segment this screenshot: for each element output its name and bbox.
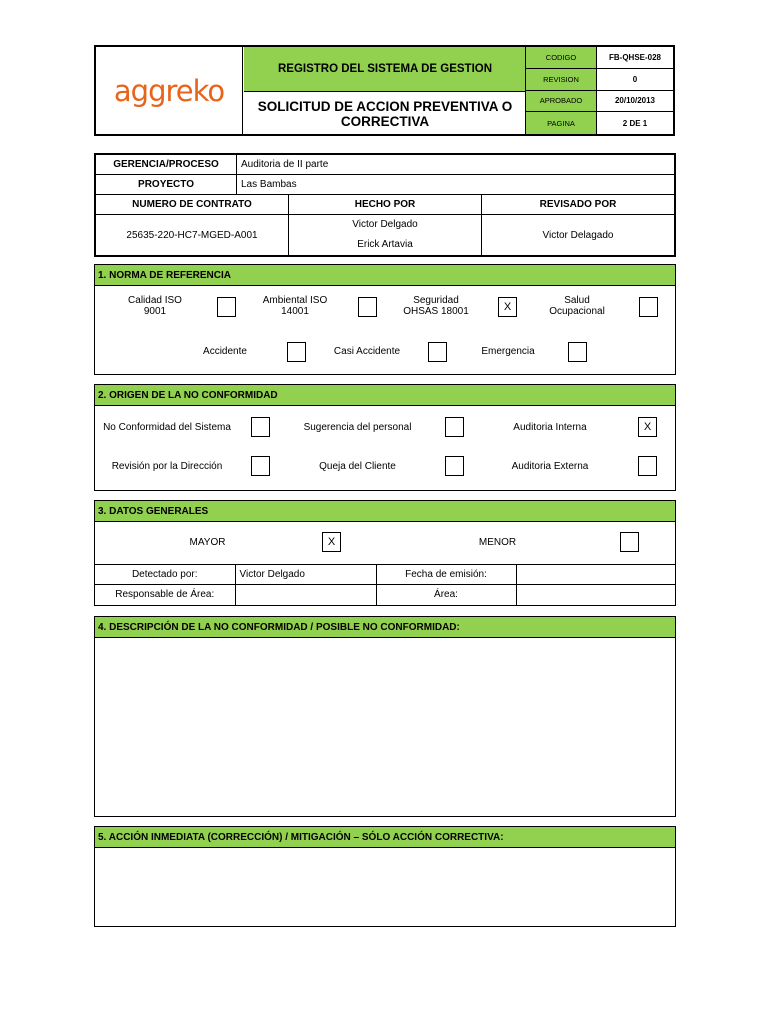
seguridad-line1: Seguridad: [413, 295, 459, 306]
info-table: [94, 153, 676, 257]
code-grid: [525, 47, 673, 134]
hecho-label: HECHO POR: [289, 195, 482, 215]
responsable-label: Responsable de Área:: [95, 585, 235, 605]
section-descripcion: [94, 616, 676, 817]
calidad-checkbox[interactable]: [217, 297, 236, 317]
responsable-value[interactable]: [235, 585, 376, 605]
revision-row: [526, 69, 673, 91]
code-value: FB-QHSE-028: [608, 52, 661, 62]
logo-cell: [96, 47, 243, 134]
calidad-label: [115, 295, 195, 317]
hecho-value-2: Erick Artavia: [357, 239, 413, 250]
code-row: [526, 47, 673, 69]
section-5-title: 5. ACCIÓN INMEDIATA (CORRECCIÓN) / MITIGACIÓN – SÓLO ACCIÓN CORRECTIVA:: [95, 827, 675, 848]
revision-label: REVISION: [526, 69, 597, 90]
hecho-value-1: Victor Delgado: [352, 219, 418, 230]
queja-label: Queja del Cliente: [319, 461, 396, 472]
ambiental-label: [255, 295, 335, 317]
section-norma: [94, 264, 676, 375]
casi-accidente-checkbox[interactable]: [428, 342, 447, 362]
section-2-title: 2. ORIGEN DE LA NO CONFORMIDAD: [95, 385, 675, 406]
detectado-label: Detectado por:: [95, 565, 235, 585]
menor-label: MENOR: [478, 537, 517, 548]
hecho-value[interactable]: [289, 215, 482, 256]
salud-line2: Ocupacional: [549, 306, 605, 317]
menor-checkbox[interactable]: [620, 532, 639, 552]
detectado-value[interactable]: Victor Delgado: [235, 565, 376, 585]
section-origen: [94, 384, 676, 491]
section-1-title: 1. NORMA DE REFERENCIA: [95, 265, 675, 286]
aud-externa-label: Auditoria Externa: [511, 461, 589, 472]
descripcion-textarea[interactable]: [95, 638, 675, 816]
aggreko-logo: aggreko: [113, 73, 225, 108]
form-title-line2: CORRECTIVA: [340, 113, 430, 129]
pagina-value: 2 DE 1: [622, 118, 648, 128]
form-title: [244, 93, 526, 134]
registro-title: REGISTRO DEL SISTEMA DE GESTION: [244, 47, 526, 92]
seguridad-label: [391, 295, 481, 317]
code-label: CODIGO: [526, 47, 597, 68]
revision-direccion-label: Revisión por la Dirección: [111, 461, 223, 472]
form-title-line1: SOLICITUD DE ACCION PREVENTIVA O: [257, 98, 513, 114]
emergencia-checkbox[interactable]: [568, 342, 587, 362]
ambiental-line2: 14001: [281, 306, 309, 317]
queja-checkbox[interactable]: [445, 456, 464, 476]
revisado-value[interactable]: Victor Delagado: [482, 215, 675, 256]
mayor-label: MAYOR: [189, 537, 226, 548]
revision-direccion-checkbox[interactable]: [251, 456, 270, 476]
aud-interna-label: Auditoria Interna: [513, 422, 587, 433]
sugerencia-label: Sugerencia del personal: [303, 422, 412, 433]
salud-line1: Salud: [564, 295, 590, 306]
salud-checkbox[interactable]: [639, 297, 658, 317]
aprobado-value: 20/10/2013: [614, 96, 656, 106]
pagina-row: [526, 112, 673, 134]
revision-value: 0: [632, 74, 638, 84]
accidente-label: Accidente: [203, 346, 247, 357]
ambiental-line1: Ambiental ISO: [262, 295, 328, 306]
aud-externa-checkbox[interactable]: [638, 456, 657, 476]
salud-label: [537, 295, 617, 317]
calidad-line2: 9001: [143, 306, 167, 317]
accion-inmediata-textarea[interactable]: [95, 848, 675, 926]
pagina-label: PAGINA: [526, 112, 597, 134]
proyecto-value[interactable]: Las Bambas: [237, 175, 675, 195]
sugerencia-checkbox[interactable]: [445, 417, 464, 437]
accidente-checkbox[interactable]: [287, 342, 306, 362]
area-value[interactable]: [516, 585, 675, 605]
severity-row: [95, 522, 675, 565]
fecha-value[interactable]: [516, 565, 675, 585]
casi-accidente-label: Casi Accidente: [333, 346, 401, 357]
proyecto-label: PROYECTO: [96, 175, 237, 195]
emergencia-label: Emergencia: [481, 346, 535, 357]
contrato-value[interactable]: 25635-220-HC7-MGED-A001: [96, 215, 289, 256]
calidad-line1: Calidad ISO: [128, 295, 182, 306]
seguridad-line2: OHSAS 18001: [403, 306, 469, 317]
ambiental-checkbox[interactable]: [358, 297, 377, 317]
section-4-title: 4. DESCRIPCIÓN DE LA NO CONFORMIDAD / POSIBLE NO CONFORMIDAD:: [95, 617, 675, 638]
aud-interna-checkbox[interactable]: X: [638, 417, 657, 437]
gerencia-value[interactable]: Auditoria de II parte: [237, 155, 675, 175]
fecha-label: Fecha de emisión:: [376, 565, 516, 585]
seguridad-checkbox[interactable]: X: [498, 297, 517, 317]
area-label: Área:: [376, 585, 516, 605]
nc-sistema-label: No Conformidad del Sistema: [103, 422, 231, 433]
contrato-label: NUMERO DE CONTRATO: [96, 195, 289, 215]
aprobado-label: APROBADO: [526, 91, 597, 112]
revisado-label: REVISADO POR: [482, 195, 675, 215]
section-accion-inmediata: [94, 826, 676, 927]
section-datos-generales: [94, 500, 676, 606]
aprobado-row: [526, 91, 673, 113]
gerencia-label: GERENCIA/PROCESO: [96, 155, 237, 175]
document-header: [94, 45, 675, 136]
mayor-checkbox[interactable]: X: [322, 532, 341, 552]
nc-sistema-checkbox[interactable]: [251, 417, 270, 437]
section-3-title: 3. DATOS GENERALES: [95, 501, 675, 522]
